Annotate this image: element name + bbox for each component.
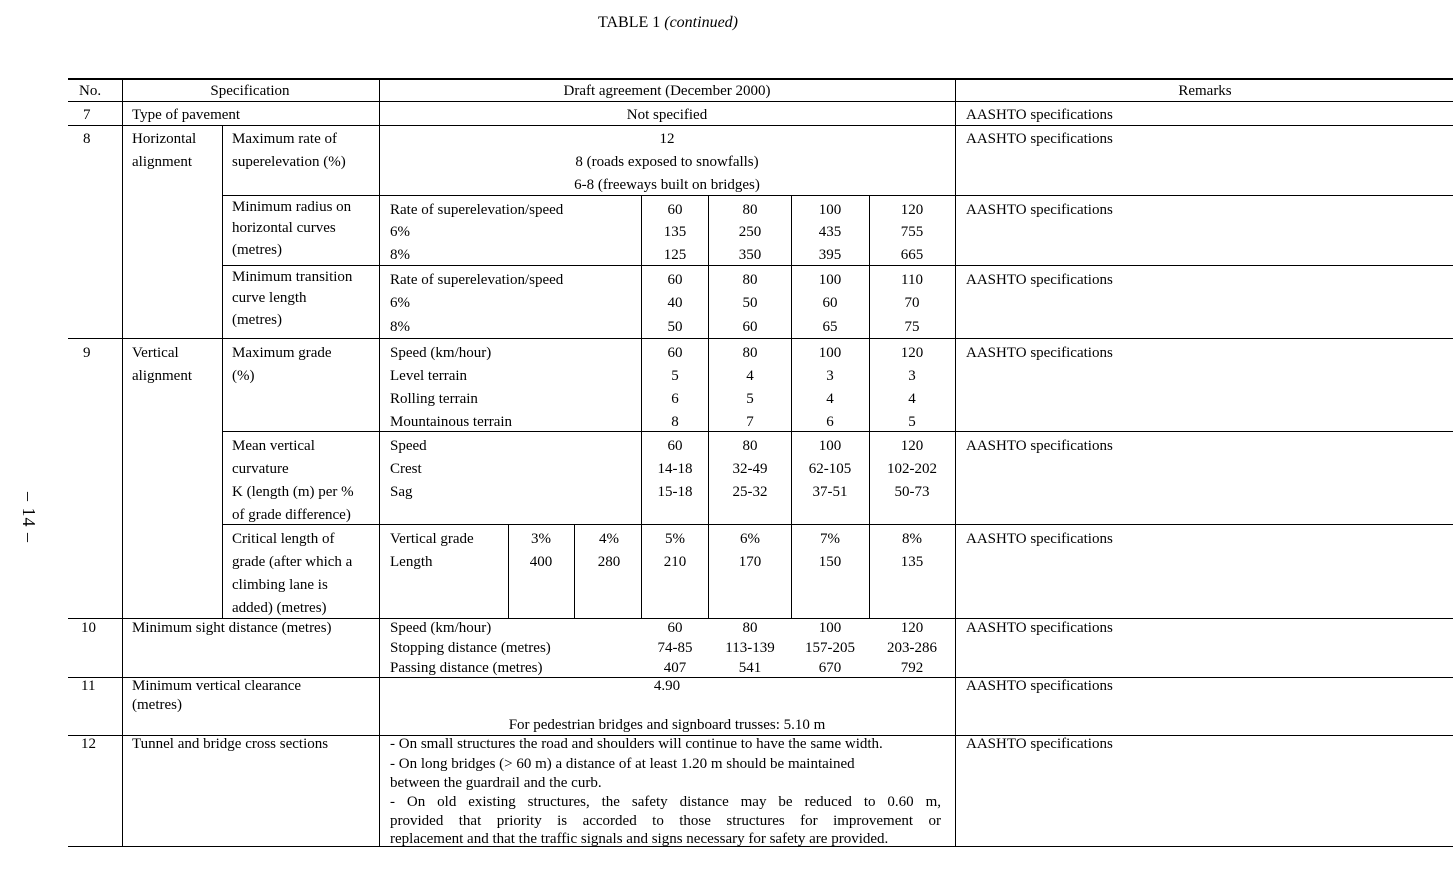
row-9c-label-line-1: Critical length of [232, 531, 335, 547]
row-8c-cell-3-2: 60 [742, 319, 758, 335]
row-9a-remark: AASHTO specifications [966, 345, 1113, 361]
row-9b-label-line-3: K (length (m) per % [232, 484, 354, 500]
row-9c-cell-1-3: 5% [665, 531, 685, 547]
row-12-text-line-5: provided that priority is accorded to those structures for improvement or [390, 812, 941, 829]
row-8c-row-label-line-1: Rate of superelevation/speed [390, 272, 564, 288]
row-9-specification-line-2: alignment [132, 368, 192, 384]
row-8b-cell-1-4: 120 [900, 202, 924, 218]
row-9a-cell-4-2: 7 [746, 414, 754, 430]
row-8c-cell-3-3: 65 [822, 319, 838, 335]
row-8a-value-line-2: 8 (roads exposed to snowfalls) [575, 154, 759, 170]
row-9a-cell-4-3: 6 [826, 414, 834, 430]
row-8c-row-label-line-2: 6% [390, 295, 410, 311]
row-10-cell-2-3: 157-205 [805, 640, 855, 656]
row-8a-remark: AASHTO specifications [966, 131, 1113, 147]
row-8a-label-line-2: superelevation (%) [232, 154, 346, 170]
row-9b-cell-1-1: 60 [667, 438, 683, 454]
row-9b-cell-3-4: 50-73 [894, 484, 930, 500]
row-9c-cell-2-5: 150 [818, 554, 842, 570]
row-8b-cell-2-2: 250 [738, 224, 762, 240]
row-10-cell-1-2: 80 [742, 620, 758, 636]
row-9a-row-label-line-3: Rolling terrain [390, 391, 478, 407]
row-10-number: 10 [81, 620, 96, 636]
row-8c-cell-3-4: 75 [904, 319, 920, 335]
row-8c-cell-2-4: 70 [904, 295, 920, 311]
header-bottom-rule [68, 101, 1453, 102]
row-10-remark: AASHTO specifications [966, 620, 1113, 636]
row-9a-cell-4-4: 5 [908, 414, 916, 430]
row-9b-cell-2-4: 102-202 [887, 461, 937, 477]
header-remarks: Remarks [1178, 83, 1232, 99]
row-9a-cell-2-4: 3 [908, 368, 916, 384]
row-9b-cell-1-2: 80 [742, 438, 758, 454]
row-9a-cell-1-2: 80 [742, 345, 758, 361]
row-12-text-line-3: between the guardrail and the curb. [390, 774, 602, 791]
row-9b-cell-1-3: 100 [818, 438, 842, 454]
row-8c-cell-2-2: 50 [742, 295, 758, 311]
title-main: TABLE 1 [597, 14, 661, 31]
sub-spec-divider [222, 125, 223, 618]
row-9c-label-line-3: climbing lane is [232, 577, 328, 593]
row-12-remark: AASHTO specifications [966, 736, 1113, 752]
row-10-cell-1-1: 60 [667, 620, 683, 636]
row-8c-cell-1-4: 110 [901, 272, 923, 288]
row-8c-label-line-2: curve length [232, 290, 307, 306]
header-specification: Specification [210, 83, 290, 99]
row-9a-bottom-rule [222, 431, 1453, 432]
row-8a-label-line-1: Maximum rate of [232, 131, 337, 147]
row-8b-remark: AASHTO specifications [966, 202, 1113, 218]
row-8b-cell-3-3: 395 [818, 247, 842, 263]
no-column-divider [122, 78, 123, 846]
remarks-column-divider [955, 78, 956, 846]
row-9-number: 9 [83, 345, 91, 361]
row-9b-cell-3-2: 25-32 [732, 484, 768, 500]
row-9b-cell-2-1: 14-18 [657, 461, 693, 477]
row-8c-cell-1-3: 100 [818, 272, 842, 288]
row-8b-cell-2-4: 755 [900, 224, 924, 240]
row-9a-cell-3-2: 5 [746, 391, 754, 407]
row-8-bottom-rule [68, 338, 1453, 339]
row-9c-label-line-4: added) (metres) [232, 600, 327, 616]
spec-column-divider [379, 78, 380, 846]
row-8b-bottom-rule [222, 265, 1453, 266]
row-10-row-label-line-2: Stopping distance (metres) [390, 640, 551, 656]
row-9a-cell-2-2: 4 [746, 368, 754, 384]
row-9b-row-label-line-1: Speed [390, 438, 427, 454]
header-no: No. [79, 83, 102, 99]
row-9b-cell-2-2: 32-49 [732, 461, 768, 477]
row-9b-bottom-rule [222, 524, 1453, 525]
row-9c-row-label-line-2: Length [390, 554, 433, 570]
row-8c-cell-2-1: 40 [667, 295, 683, 311]
header-draft-agreement: Draft agreement (December 2000) [563, 83, 771, 99]
title-continued: (continued) [664, 14, 738, 31]
row-9c-cell-2-6: 135 [900, 554, 924, 570]
row-10-cell-3-3: 670 [818, 660, 842, 676]
row-9c-cell-2-1: 400 [529, 554, 553, 570]
row-10-row-label-line-1: Speed (km/hour) [390, 620, 492, 636]
row-9b-label-line-4: of grade difference) [232, 507, 351, 523]
row-9b-cell-3-3: 37-51 [812, 484, 848, 500]
row-9a-row-label-line-1: Speed (km/hour) [390, 345, 492, 361]
row-8b-cell-1-3: 100 [818, 202, 842, 218]
row-11-specification-line-2: (metres) [132, 697, 182, 713]
row-11-value: 4.90 [653, 678, 681, 694]
row-12-number: 12 [81, 736, 96, 752]
row-8-number: 8 [83, 131, 91, 147]
row-9a-cell-3-4: 4 [908, 391, 916, 407]
row-9a-label-line-1: Maximum grade [232, 345, 332, 361]
row-8a-bottom-rule [222, 195, 1453, 196]
row-11-specification-line-1: Minimum vertical clearance [132, 678, 302, 694]
row-9a-cell-4-1: 8 [671, 414, 679, 430]
row-12-text-line-4: - On old existing structures, the safety distance may be reduced to 0.60 m, [390, 793, 941, 810]
row-8b-row-label-line-1: Rate of superelevation/speed [390, 202, 564, 218]
row-9a-cell-1-4: 120 [900, 345, 924, 361]
row-8-specification-line-2: alignment [132, 154, 192, 170]
row-8b-row-label-line-3: 8% [390, 247, 410, 263]
row-8b-cell-2-3: 435 [818, 224, 842, 240]
row-8b-label-line-2: horizontal curves [232, 220, 336, 236]
row-12-text-line-2: - On long bridges (> 60 m) a distance of at least 1.20 m should be maintained [390, 755, 855, 772]
row-12-specification: Tunnel and bridge cross sections [132, 736, 329, 752]
row-9c-remark: AASHTO specifications [966, 531, 1113, 547]
row-9a-row-label-line-4: Mountainous terrain [390, 414, 513, 430]
row-8c-cell-3-1: 50 [667, 319, 683, 335]
row-8c-cell-1-1: 60 [667, 272, 683, 288]
row-10-specification: Minimum sight distance (metres) [132, 620, 332, 636]
row-10-cell-2-1: 74-85 [657, 640, 693, 656]
row-10-cell-2-2: 113-139 [725, 640, 775, 656]
row-8b-row-label-line-2: 6% [390, 224, 410, 240]
row-8b-cell-1-2: 80 [742, 202, 758, 218]
row-10-row-label-line-3: Passing distance (metres) [390, 660, 543, 676]
row-9a-cell-1-3: 100 [818, 345, 842, 361]
row-9a-label-line-2: (%) [232, 368, 255, 384]
row-10-cell-3-4: 792 [900, 660, 924, 676]
row-10-cell-3-2: 541 [738, 660, 762, 676]
page-number: – 14 – [18, 491, 39, 543]
row-8a-value-line-3: 6-8 (freeways built on bridges) [574, 177, 760, 193]
row-8a-value-line-1: 12 [659, 131, 675, 147]
row-8b-label-line-3: (metres) [232, 242, 282, 258]
row-9a-cell-2-1: 5 [671, 368, 679, 384]
row-8b-cell-2-1: 135 [663, 224, 687, 240]
row-11-remark: AASHTO specifications [966, 678, 1113, 694]
row-10-cell-1-4: 120 [900, 620, 924, 636]
row-9a-cell-1-1: 60 [667, 345, 683, 361]
row-7-number: 7 [83, 107, 91, 123]
row-9b-cell-3-1: 15-18 [657, 484, 693, 500]
row-9c-label-line-2: grade (after which a [232, 554, 353, 570]
row-8b-cell-1-1: 60 [667, 202, 683, 218]
row-9c-cell-1-2: 4% [599, 531, 619, 547]
row-10-cell-3-1: 407 [663, 660, 687, 676]
row-9c-cell-2-4: 170 [738, 554, 762, 570]
row-9c-cell-1-6: 8% [902, 531, 922, 547]
row-8c-row-label-line-3: 8% [390, 319, 410, 335]
row-9b-row-label-line-3: Sag [390, 484, 413, 500]
table-top-rule [68, 78, 1453, 80]
row-8-specification-line-1: Horizontal [132, 131, 197, 147]
row-7-remark: AASHTO specifications [966, 107, 1113, 123]
row-11-note: For pedestrian bridges and signboard trusses: 5.10 m [508, 717, 826, 733]
row-9-specification-line-1: Vertical [132, 345, 179, 361]
row-9a-row-label-line-2: Level terrain [390, 368, 468, 384]
row-9a-cell-3-1: 6 [671, 391, 679, 407]
row-9a-cell-3-3: 4 [826, 391, 834, 407]
row-7-specification: Type of pavement [132, 107, 241, 123]
row-9b-label-line-1: Mean vertical [232, 438, 315, 454]
row-9c-cell-2-3: 210 [663, 554, 687, 570]
row-9b-cell-2-3: 62-105 [808, 461, 852, 477]
row-8b-cell-3-4: 665 [900, 247, 924, 263]
row-9b-row-label-line-2: Crest [390, 461, 422, 477]
row-7-bottom-rule [68, 125, 1453, 126]
row-9b-label-line-2: curvature [232, 461, 289, 477]
row-8c-cell-2-3: 60 [822, 295, 838, 311]
row-7-value: Not specified [626, 107, 708, 123]
row-9-bottom-rule [68, 618, 1453, 619]
row-8c-remark: AASHTO specifications [966, 272, 1113, 288]
row-8c-cell-1-2: 80 [742, 272, 758, 288]
row-9c-cell-2-2: 280 [597, 554, 621, 570]
row-8c-label-line-3: (metres) [232, 312, 282, 328]
row-11-number: 11 [81, 678, 96, 694]
row-8b-cell-3-2: 350 [738, 247, 762, 263]
row-8b-label-line-1: Minimum radius on [232, 199, 352, 215]
row-10-cell-1-3: 100 [818, 620, 842, 636]
row-9b-cell-1-4: 120 [900, 438, 924, 454]
row-9a-cell-2-3: 3 [826, 368, 834, 384]
row-9c-cell-1-5: 7% [820, 531, 840, 547]
row-12-text-line-6: replacement and that the traffic signals and signs necessary for safety are provided. [390, 831, 889, 847]
row-9c-cell-1-1: 3% [531, 531, 551, 547]
row-8c-label-line-1: Minimum transition [232, 269, 353, 285]
row-12-text-line-1: - On small structures the road and shoulders will continue to have the same width. [390, 736, 883, 752]
row-8b-cell-3-1: 125 [663, 247, 687, 263]
row-10-cell-2-4: 203-286 [887, 640, 937, 656]
row-9c-cell-1-4: 6% [740, 531, 760, 547]
row-9b-remark: AASHTO specifications [966, 438, 1113, 454]
row-9c-row-label-line-1: Vertical grade [390, 531, 474, 547]
